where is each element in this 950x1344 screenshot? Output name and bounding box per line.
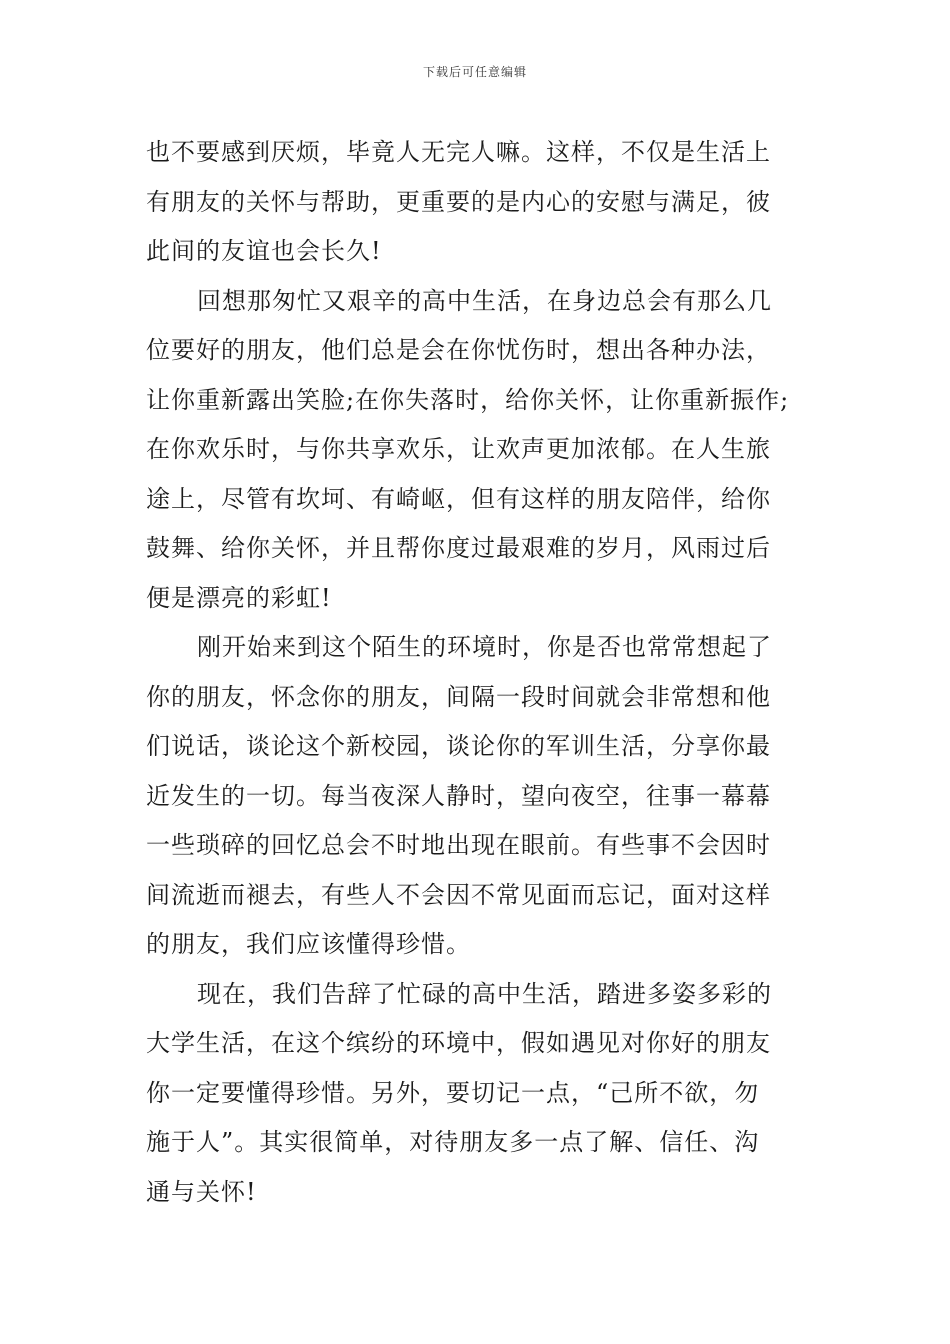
text-line: 位要好的朋友，他们总是会在你忧伤时，想出各种办法， (146, 336, 771, 364)
text-line: 一些琐碎的回忆总会不时地出现在眼前。有些事不会因时 (146, 831, 771, 859)
paragraph-first-line: 现在，我们告辞了忙碌的高中生活，踏进多姿多彩的 (197, 979, 772, 1008)
text-line: 间流逝而褪去，有些人不会因不常见面而忘记，面对这样 (146, 880, 771, 909)
text-line: 施于人”。其实很简单，对待朋友多一点了解、信任、沟 (146, 1128, 760, 1156)
text-line: 通与关怀! (146, 1177, 257, 1206)
text-line: 你的朋友，怀念你的朋友，间隔一段时间就会非常想和他 (146, 682, 771, 711)
page-header: 下载后可任意编辑 (422, 65, 527, 79)
text-line: 有朋友的关怀与帮助，更重要的是内心的安慰与满足，彼 (146, 187, 771, 216)
text-line: 途上，尽管有坎坷、有崎岖，但有这样的朋友陪伴，给你 (146, 484, 771, 513)
text-line: 也不要感到厌烦，毕竟人无完人嘛。这样，不仅是生活上 (146, 138, 771, 166)
text-line: 便是漂亮的彩虹! (146, 583, 332, 612)
text-line: 此间的友谊也会长久! (146, 237, 382, 265)
text-line: 的朋友，我们应该懂得珍惜。 (146, 930, 471, 958)
paragraph-first-line: 刚开始来到这个陌生的环境时，你是否也常常想起了 (197, 633, 772, 661)
text-line: 们说话，谈论这个新校园，谈论你的军训生活，分享你最 (146, 732, 771, 760)
text-line: 让你重新露出笑脸;在你失落时，给你关怀，让你重新振作; (146, 385, 790, 414)
document-body (146, 128, 808, 1217)
text-line: 在你欢乐时，与你共享欢乐，让欢声更加浓郁。在人生旅 (146, 435, 771, 463)
text-line: 近发生的一切。每当夜深人静时，望向夜空，往事一幕幕 (146, 781, 771, 810)
text-line: 鼓舞、给你关怀，并且帮你度过最艰难的岁月，风雨过后 (146, 534, 771, 562)
text-line: 大学生活，在这个缤纷的环境中，假如遇见对你好的朋友 (146, 1029, 771, 1057)
text-line: 你一定要懂得珍惜。另外，要切记一点，“己所不欲，勿 (146, 1078, 760, 1107)
paragraph-first-line: 回想那匆忙又艰辛的高中生活，在身边总会有那么几 (197, 286, 772, 315)
